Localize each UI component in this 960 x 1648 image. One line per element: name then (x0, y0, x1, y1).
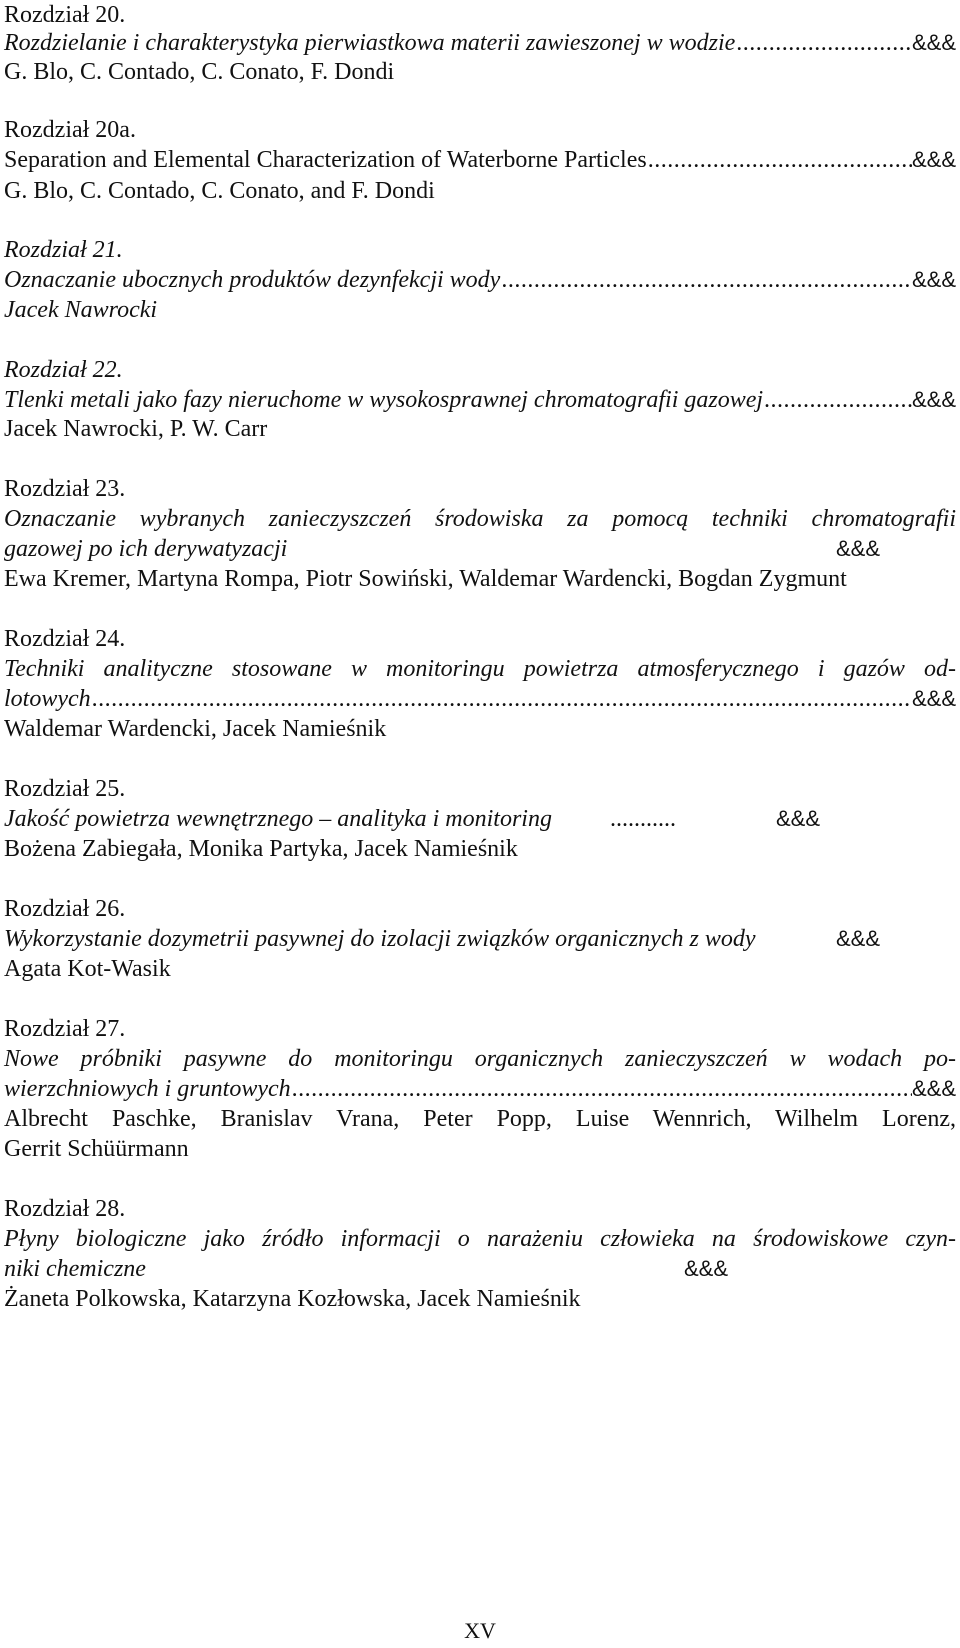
chapter-title-line1: Płyny biologiczne jako źródło informacji o narażeniu człowieka na środowiskowe czyn- (4, 1226, 956, 1252)
chapter-heading: Rozdział 27. (4, 1016, 126, 1042)
dot-leader: ........... (610, 806, 676, 832)
chapter-title-text: Separation and Elemental Characterization of Waterborne Particles (4, 147, 647, 173)
chapter-title-line2: gazowej po ich derywatyzacji (4, 536, 288, 562)
dot-leader (764, 385, 912, 415)
chapter-heading: Rozdział 20. (4, 2, 126, 28)
chapter-title-line2 (4, 684, 956, 714)
chapter-heading: Rozdział 26. (4, 896, 126, 922)
chapter-title: Jakość powietrza wewnętrznego – analityka i monitoring (4, 806, 552, 832)
chapter-title-line1: Techniki analityczne stosowane w monitoringu powietrza atmosferycznego i gazów od- (4, 656, 956, 682)
page-marker: &&& (911, 686, 956, 711)
page-marker: &&& (776, 806, 821, 831)
chapter-title (4, 265, 956, 295)
chapter-title-line2 (4, 1074, 956, 1104)
chapter-authors-line2: Gerrit Schüürmann (4, 1136, 189, 1162)
page-marker: &&& (911, 267, 956, 292)
chapter-title: Wykorzystanie dozymetrii pasywnej do izolacji związków organicznych z wody (4, 926, 756, 952)
chapter-heading: Rozdział 22. (4, 357, 123, 383)
dot-leader (501, 265, 912, 295)
chapter-authors: Bożena Zabiegała, Monika Partyka, Jacek Namieśnik (4, 836, 518, 862)
chapter-title (4, 385, 956, 415)
chapter-authors: G. Blo, C. Contado, C. Conato, F. Dondi (4, 59, 395, 85)
page-marker: &&& (911, 387, 956, 412)
chapter-title-line1: Nowe próbniki pasywne do monitoringu organicznych zanieczyszczeń w wodach po- (4, 1046, 956, 1072)
page-number: XV (464, 1618, 496, 1643)
chapter-title (4, 28, 956, 58)
chapter-heading: Rozdział 21. (4, 237, 123, 263)
dot-leader (92, 684, 912, 714)
chapter-authors: G. Blo, C. Contado, C. Conato, and F. Dondi (4, 178, 435, 204)
chapter-authors: Żaneta Polkowska, Katarzyna Kozłowska, Jacek Namieśnik (4, 1286, 581, 1312)
chapter-title-text: lotowych (4, 686, 91, 712)
page-marker: &&& (911, 1076, 956, 1101)
chapter-authors-line1: Albrecht Paschke, Branislav Vrana, Peter Popp, Luise Wennrich, Wilhelm Lorenz, (4, 1106, 956, 1132)
dot-leader (736, 28, 912, 58)
chapter-authors: Waldemar Wardencki, Jacek Namieśnik (4, 716, 387, 742)
chapter-title-line1: Oznaczanie wybranych zanieczyszczeń środowiska za pomocą techniki chromatografii (4, 506, 956, 532)
chapter-title-text: Oznaczanie ubocznych produktów dezynfekcji wody (4, 267, 501, 293)
page-marker: &&& (836, 926, 881, 951)
chapter-authors: Jacek Nawrocki (4, 297, 158, 323)
chapter-heading: Rozdział 23. (4, 476, 126, 502)
chapter-title-text: Rozdzielanie i charakterystyka pierwiastkowa materii zawieszonej w wodzie (4, 30, 736, 56)
dot-leader (292, 1074, 912, 1104)
chapter-authors: Jacek Nawrocki, P. W. Carr (4, 416, 268, 442)
dot-leader (648, 145, 912, 175)
chapter-title (4, 145, 956, 175)
chapter-title-text: wierzchniowych i gruntowych (4, 1076, 291, 1102)
chapter-title-line2: niki chemiczne (4, 1256, 146, 1282)
chapter-heading: Rozdział 25. (4, 776, 126, 802)
page-marker: &&& (836, 536, 881, 561)
chapter-heading: Rozdział 28. (4, 1196, 126, 1222)
chapter-authors: Agata Kot-Wasik (4, 956, 171, 982)
page-marker: &&& (911, 147, 956, 172)
page-marker: &&& (684, 1256, 729, 1281)
page-marker: &&& (911, 30, 956, 55)
chapter-title-text: Tlenki metali jako fazy nieruchome w wysokosprawnej chromatografii gazowej (4, 387, 764, 413)
chapter-heading: Rozdział 20a. (4, 117, 136, 143)
chapter-authors: Ewa Kremer, Martyna Rompa, Piotr Sowiński, Waldemar Wardencki, Bogdan Zygmunt (4, 566, 847, 592)
chapter-heading: Rozdział 24. (4, 626, 126, 652)
